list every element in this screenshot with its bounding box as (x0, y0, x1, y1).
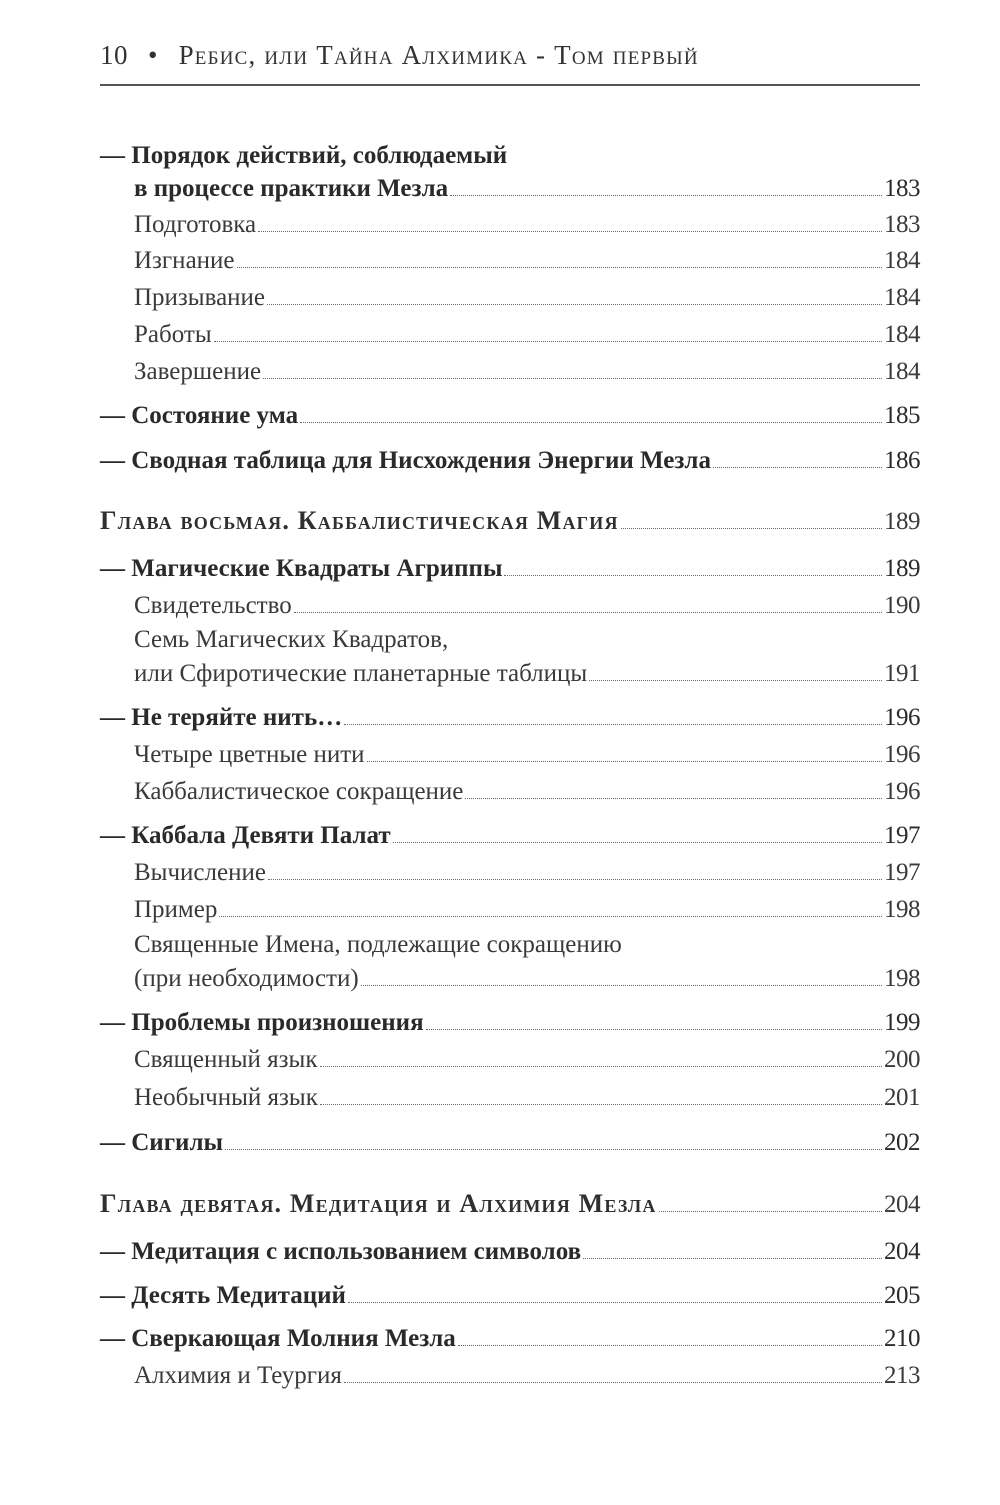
toc-chapter-label: Глава девятая. Медитация и Алхимия Мезла (100, 1189, 657, 1218)
toc-entry (100, 246, 920, 276)
toc-entry-label: — Медитация с использованием символов (100, 1238, 582, 1265)
toc-entry-page: 183 (884, 175, 920, 202)
toc-entry-label: Изгнание (134, 247, 235, 274)
toc-entry (100, 210, 920, 240)
toc-entry-label: — Каббала Девяти Палат (100, 822, 391, 849)
dot-leader (659, 1211, 882, 1212)
toc-entry-label: Четыре цветные нити (134, 741, 365, 768)
dot-leader (263, 378, 882, 379)
toc-entry-page: 204 (884, 1238, 920, 1265)
dot-leader (450, 195, 882, 196)
dot-leader (219, 916, 882, 917)
dot-leader (300, 422, 882, 423)
toc-entry-page: 197 (884, 822, 920, 849)
toc-entry-label: Алхимия и Теургия (134, 1362, 342, 1389)
toc-entry-label: Вычисление (134, 859, 266, 886)
toc-entry-page: 196 (884, 704, 920, 731)
toc-entry-page: 191 (884, 660, 920, 687)
toc-entry (100, 174, 920, 204)
toc-entry-page: 184 (884, 284, 920, 311)
dot-leader (458, 1345, 882, 1346)
toc-entry (100, 1128, 920, 1158)
toc-entry-label: — Сводная таблица для Нисхождения Энергии Мезла (100, 447, 711, 474)
toc-entry (100, 357, 920, 387)
toc-entry-page: 184 (884, 321, 920, 348)
dot-leader (348, 1302, 882, 1303)
toc-entry-label: — Десять Медитаций (100, 1282, 346, 1309)
dot-leader (214, 341, 882, 342)
dot-leader (367, 761, 882, 762)
toc-entry-page: 184 (884, 358, 920, 385)
toc-entry (100, 659, 920, 689)
toc-entry-label: в процессе практики Мезла (134, 175, 449, 202)
dot-leader (426, 1029, 882, 1030)
dot-leader (320, 1104, 882, 1105)
toc-entry-label: Завершение (134, 358, 262, 385)
toc-entry-page: 196 (884, 778, 920, 805)
toc-entry-page: 189 (884, 508, 920, 535)
toc-entry-label: Пример (134, 896, 218, 923)
toc-entry (100, 777, 920, 807)
toc-entry-page: 183 (884, 211, 920, 238)
dot-leader (504, 575, 882, 576)
page-number: 10 (100, 40, 128, 70)
toc-entry-line1: Священные Имена, подлежащие сокращению (134, 931, 622, 958)
dot-leader (268, 879, 882, 880)
toc-entry (100, 1361, 920, 1391)
dot-leader (267, 304, 882, 305)
dot-leader (465, 798, 882, 799)
toc-entry-label: Свидетельство (134, 592, 292, 619)
toc-entry (100, 1083, 920, 1113)
toc-entry-label: — Состояние ума (100, 402, 299, 429)
toc-entry (100, 1324, 920, 1354)
toc-entry (100, 320, 920, 350)
toc-entry-page: 198 (884, 896, 920, 923)
toc-entry-label: — Магические Квадраты Агриппы (100, 555, 503, 582)
header-rule (100, 84, 920, 86)
toc-entry-page: 200 (884, 1046, 920, 1073)
toc-entry (100, 591, 920, 621)
dot-leader (713, 467, 882, 468)
toc-entry-page: 184 (884, 247, 920, 274)
toc-entry (100, 1045, 920, 1075)
toc-entry-page: 189 (884, 555, 920, 582)
dot-leader (393, 842, 882, 843)
toc-entry-label: Священный язык (134, 1046, 318, 1073)
toc-entry-label: (при необходимости) (134, 965, 359, 992)
toc-entry (100, 858, 920, 888)
toc-entry-label: Подготовка (134, 211, 257, 238)
book-title: Ребис, или Тайна Алхимика - Том первый (178, 40, 699, 70)
toc-entry-label: Работы (134, 321, 212, 348)
toc-entry-page: 198 (884, 965, 920, 992)
toc-entry-page: 201 (884, 1084, 920, 1111)
toc-chapter-label: Глава восьмая. Каббалистическая Магия (100, 506, 619, 535)
dot-leader (621, 528, 882, 529)
toc-entry-page: 196 (884, 741, 920, 768)
toc-entry (100, 895, 920, 925)
toc-entry-page: 185 (884, 402, 920, 429)
dot-leader (344, 1382, 882, 1383)
toc-entry (100, 554, 920, 584)
toc-entry (100, 1008, 920, 1038)
dot-leader (320, 1066, 883, 1067)
toc-entry (100, 1237, 920, 1267)
toc-entry (100, 703, 920, 733)
toc-entry-page: 190 (884, 592, 920, 619)
toc-chapter (100, 506, 920, 537)
toc-entry-label: — Не теряйте нить… (100, 704, 343, 731)
toc-entry-page: 204 (884, 1191, 920, 1218)
running-head (100, 40, 920, 71)
toc-entry-line1: Семь Магических Квадратов, (134, 626, 449, 653)
dot-leader (237, 267, 882, 268)
toc-entry-page: 197 (884, 859, 920, 886)
toc-entry-label: Каббалистическое сокращение (134, 778, 464, 805)
dot-leader (294, 612, 882, 613)
separator-bullet: • (147, 40, 159, 70)
toc-entry-page: 186 (884, 447, 920, 474)
toc-entry (100, 446, 920, 476)
toc-entry (100, 964, 920, 994)
toc-entry (100, 283, 920, 313)
dot-leader (344, 724, 882, 725)
toc-entry (100, 1281, 920, 1311)
toc-chapter (100, 1189, 920, 1220)
toc-entry-label: или Сфиротические планетарные таблицы (134, 660, 588, 687)
dot-leader (225, 1149, 882, 1150)
toc-entry-page: 199 (884, 1009, 920, 1036)
toc-entry-label: — Проблемы произношения (100, 1009, 424, 1036)
dot-leader (583, 1258, 882, 1259)
toc-entry-page: 202 (884, 1129, 920, 1156)
toc-entry-page: 210 (884, 1325, 920, 1352)
toc-entry (100, 740, 920, 770)
toc-entry-page: 205 (884, 1282, 920, 1309)
toc-entry-label: — Сигилы (100, 1129, 224, 1156)
toc-entry (100, 821, 920, 851)
dot-leader (258, 231, 882, 232)
toc-entry-label: Необычный язык (134, 1084, 318, 1111)
dot-leader (361, 985, 882, 986)
toc-entry-label: — Сверкающая Молния Мезла (100, 1325, 456, 1352)
toc-entry-line1: — Порядок действий, соблюдаемый (100, 142, 508, 169)
dot-leader (589, 680, 882, 681)
toc-entry-label: Призывание (134, 284, 266, 311)
toc-entry-page: 213 (884, 1362, 920, 1389)
toc-entry (100, 401, 920, 431)
